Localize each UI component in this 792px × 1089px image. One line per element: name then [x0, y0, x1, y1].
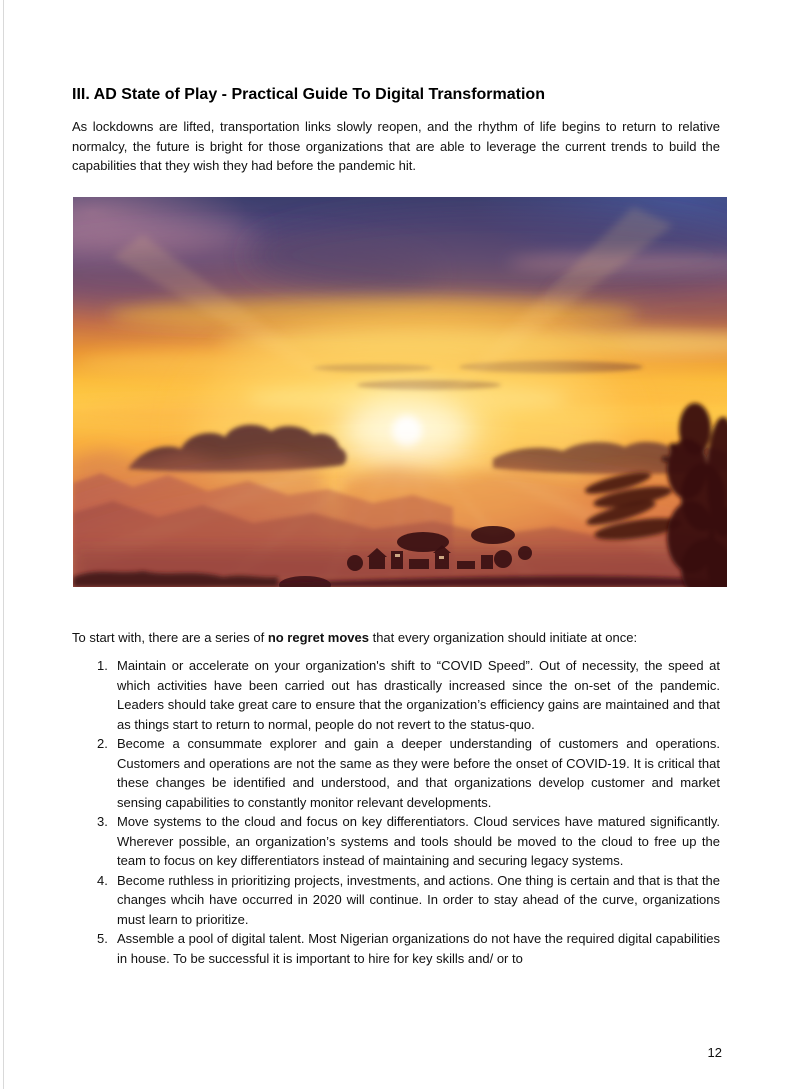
- list-item-text: Assemble a pool of digital talent. Most Nigerian organizations do not have the required digital capabilities in house. To be successful it is important to hire for key skills and/ or to: [117, 931, 720, 966]
- list-intro: [72, 628, 720, 648]
- list-item: [72, 929, 720, 968]
- list-item-number: 3.: [97, 814, 108, 829]
- list-item-number: 4.: [97, 872, 108, 888]
- list-item-text: Maintain or accelerate on your organization's shift to “COVID Speed”. Out of necessity, the speed at which activities have been carried out has drastically increased since the on-set of the pandemic. Leaders should take great care to ensure that the organization’s efficiency gains are maintained and that as things start to return to normal, people do not revert to the status-quo.: [117, 658, 720, 732]
- list-item: [72, 812, 720, 871]
- no-regret-moves-list: [72, 656, 720, 968]
- list-item-number: 2.: [97, 736, 108, 751]
- list-item: [72, 656, 720, 734]
- list-intro-bold-phrase: no regret moves: [267, 629, 369, 645]
- sunset-photo: [73, 197, 727, 587]
- list-item-number: 5.: [97, 931, 108, 946]
- list-item-text: Become ruthless in prioritizing projects, investments, and actions. One thing is certain and that is that the changes whcih have occurred in 2020 will continue. In order to stay ahead of the curve, organizations must learn to prioritize.: [117, 872, 720, 927]
- list-intro-text: To start with, there are a series of: [72, 629, 268, 645]
- list-item: [72, 734, 720, 812]
- page-edge-line: [3, 0, 4, 1089]
- intro-paragraph: As lockdowns are lifted, transportation links slowly reopen, and the rhythm of life begins to return to relative normalcy, the future is bright for those organizations that are able to leverage the current trends to build the capabilities that they wish they had before the pandemic hit.: [72, 119, 720, 173]
- sunset-scenery-art: [73, 197, 727, 587]
- section-heading: III. AD State of Play - Practical Guide To Digital Transformation: [72, 86, 545, 103]
- list-item-number: 1.: [97, 658, 108, 673]
- page-number: 12: [707, 1044, 722, 1060]
- list-item-text: Become a consummate explorer and gain a deeper understanding of customers and operations. Customers and operations are not the same as they were before the onset of COVID-19. It is critical that these changes be identified and understood, and that organizations develop customer and market sensing capabilities to constantly monitor relevant developments.: [117, 736, 720, 810]
- list-item-text: Move systems to the cloud and focus on key differentiators. Cloud services have matured significantly. Wherever possible, an organization’s systems and tools should be moved to the cloud to free up the team to focus on key differentiators instead of maintaining and securing legacy systems.: [117, 814, 720, 868]
- list-intro-text-after: that every organization should initiate at once:: [368, 629, 638, 645]
- list-item: [72, 871, 720, 930]
